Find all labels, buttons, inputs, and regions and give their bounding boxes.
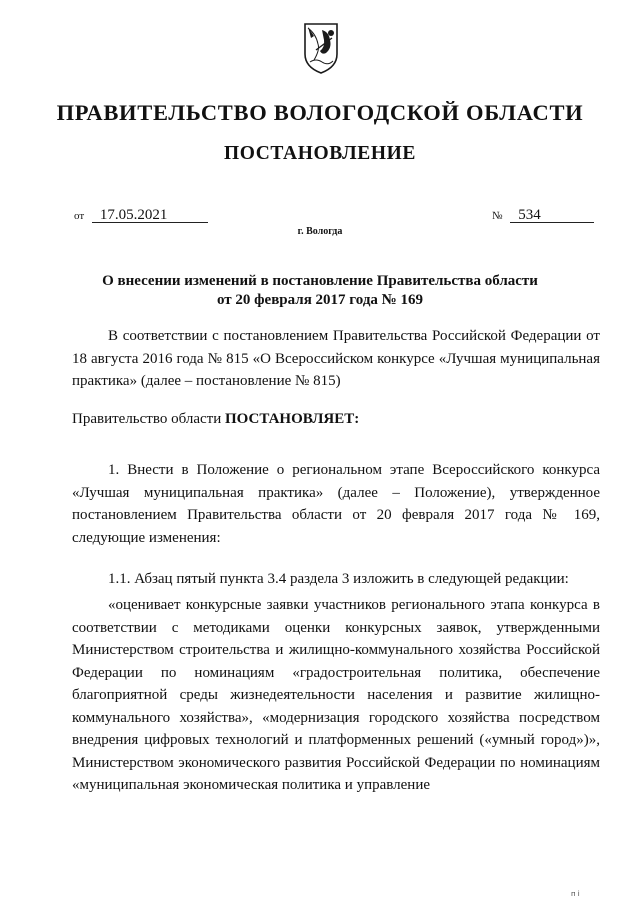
- decree-paragraph: [72, 408, 600, 431]
- date-value: 17.05.2021: [92, 208, 208, 223]
- date-label: от: [74, 210, 85, 222]
- coat-of-arms-emblem: [302, 20, 340, 76]
- date-field: [74, 207, 208, 224]
- quoted-text-paragraph: «оценивает конкурсные заявки участников регионального этапа конкурса в соответствии с методиками оценки конкурсных заявок, утвержденными Министерством строительства и жилищно-коммунального хозяйства Российской Федерации по номинациям «градостроительная политика, обеспечение благоприятной среды жизнедеятельности населения и развитие жилищно-коммунального хозяйства», «модернизация городского хозяйства посредством внедрения цифровых технологий и платформенных решений («умный город»)», Министерством экономического развития Российской Федерации по номинациям «муниципальная экономическая политика и управление: [72, 597, 600, 793]
- number-label: №: [492, 210, 503, 222]
- organization-title: ПРАВИТЕЛЬСТВО ВОЛОГОДСКОЙ ОБЛАСТИ: [56, 100, 584, 125]
- number-value: 534: [510, 208, 594, 223]
- item-1-paragraph: 1. Внести в Положение о региональном этапе Всероссийского конкурса «Лучшая муниципальная практика» (далее – Положение), утвержденное постановлением Правительства области от 20 февраля 2017 года № 169, следующие изменения:: [72, 462, 600, 546]
- item-1-1-paragraph: 1.1. Абзац пятый пункта 3.4 раздела 3 изложить в следующей редакции:: [108, 571, 569, 587]
- intro-paragraph: В соответствии с постановлением Правительства Российской Федерации от 18 августа 2016 года № 815 «О Всероссийском конкурсе «Лучшая муниципальная практика» (далее – постановление № 815): [72, 328, 600, 389]
- subject-line-2: от 20 февраля 2017 года № 169: [217, 292, 423, 308]
- decree-word: ПОСТАНОВЛЯЕТ:: [224, 411, 360, 427]
- page-footer-mark: п і: [571, 890, 580, 898]
- city-label: г. Вологда: [297, 226, 343, 237]
- subject-line-1: О внесении изменений в постановление Правительства области: [102, 273, 538, 289]
- document-type-title: ПОСТАНОВЛЕНИЕ: [223, 143, 417, 164]
- number-field: [492, 207, 594, 224]
- decree-prefix: Правительство области: [72, 411, 225, 427]
- document-subject: [80, 272, 560, 310]
